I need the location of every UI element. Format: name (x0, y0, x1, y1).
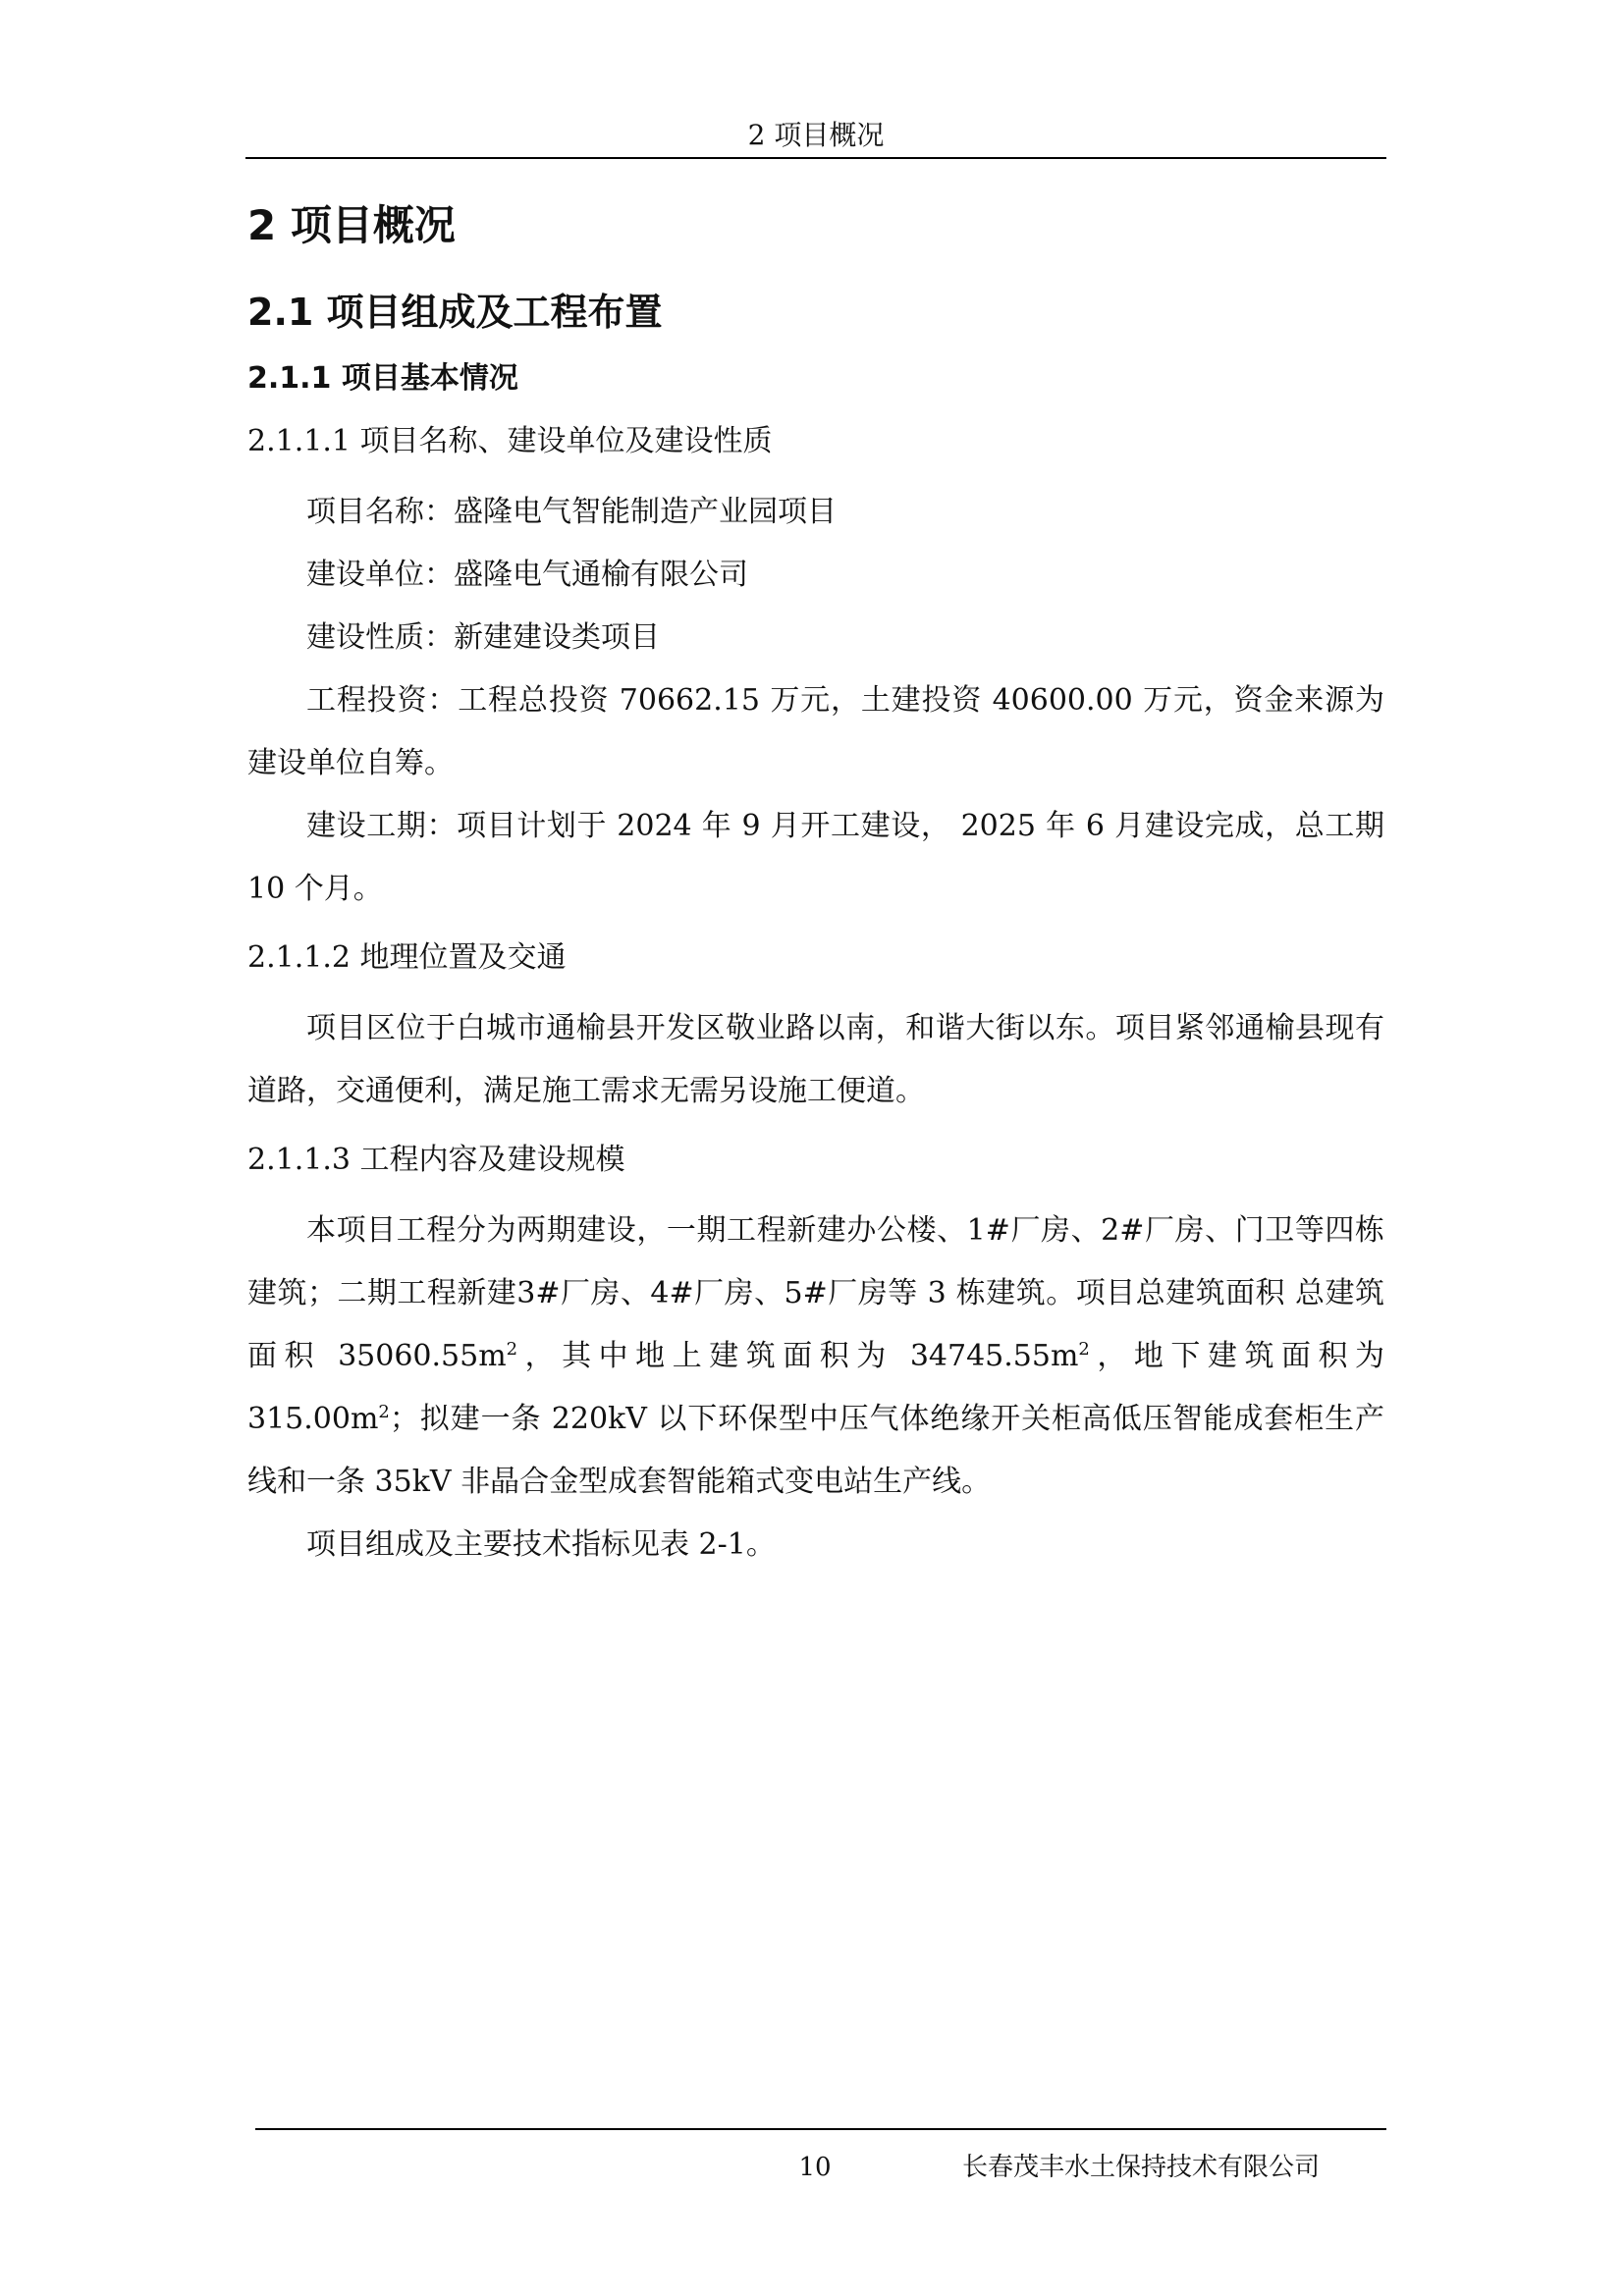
builder-paragraph: 建设单位：盛隆电气通榆有限公司 (306, 558, 748, 592)
project-name-paragraph: 项目名称：盛隆电气智能制造产业园项目 (306, 495, 837, 529)
scale-text-d: ；拟建一条 220kV 以下环保型中压气体绝缘开关柜高低压智能成套柜生产线和一条 35kV 非晶合金型成套智能箱式变电站生产线。 (247, 1402, 1384, 1499)
running-header: 2 项目概况 (747, 119, 885, 151)
page-content (247, 196, 1384, 1576)
superscript-3: 2 (378, 1402, 390, 1422)
table-reference-paragraph: 项目组成及主要技术指标见表 2-1。 (306, 1527, 776, 1562)
superscript-1: 2 (506, 1339, 518, 1360)
subsubsection-heading-1: 2.1.1.1 项目名称、建设单位及建设性质 (247, 424, 773, 458)
page-number: 10 (798, 2153, 832, 2182)
scale-text-c: ，地下建筑面积为 315.00m (247, 1339, 1384, 1436)
scale-paragraph (247, 1200, 1384, 1514)
section-heading: 2.1 项目组成及工程布置 (247, 291, 663, 334)
subsection-heading: 2.1.1 项目基本情况 (247, 361, 518, 396)
scale-text-b: ，其中地上建筑面积为 34745.55m (517, 1339, 1079, 1373)
nature-paragraph: 建设性质：新建建设类项目 (306, 620, 660, 655)
scale-text-a: 本项目工程分为两期建设，一期工程新建办公楼、1#厂房、2#厂房、门卫等四栋建筑；二期工程新建3#厂房、4#厂房、5#厂房等 3 栋建筑。项目总建筑面积 总建筑面积 35060.55m (247, 1213, 1384, 1373)
location-paragraph: 项目区位于白城市通榆县开发区敬业路以南，和谐大街以东。项目紧邻通榆县现有道路，交通便利，满足施工需求无需另设施工便道。 (247, 1011, 1384, 1108)
company-name: 长春茂丰水土保持技术有限公司 (962, 2153, 1321, 2182)
chapter-heading: 2 项目概况 (247, 201, 456, 249)
footer-rule (255, 2128, 1386, 2130)
investment-paragraph: 工程投资：工程总投资 70662.15 万元，土建投资 40600.00 万元，资金来源为建设单位自筹。 (247, 683, 1384, 780)
period-paragraph: 建设工期：项目计划于 2024 年 9 月开工建设， 2025 年 6 月建设完成，总工期 10 个月。 (247, 809, 1384, 906)
header-rule (245, 157, 1386, 159)
subsubsection-heading-2: 2.1.1.2 地理位置及交通 (247, 940, 567, 975)
superscript-2: 2 (1078, 1339, 1090, 1360)
subsubsection-heading-3: 2.1.1.3 工程内容及建设规模 (247, 1143, 625, 1177)
